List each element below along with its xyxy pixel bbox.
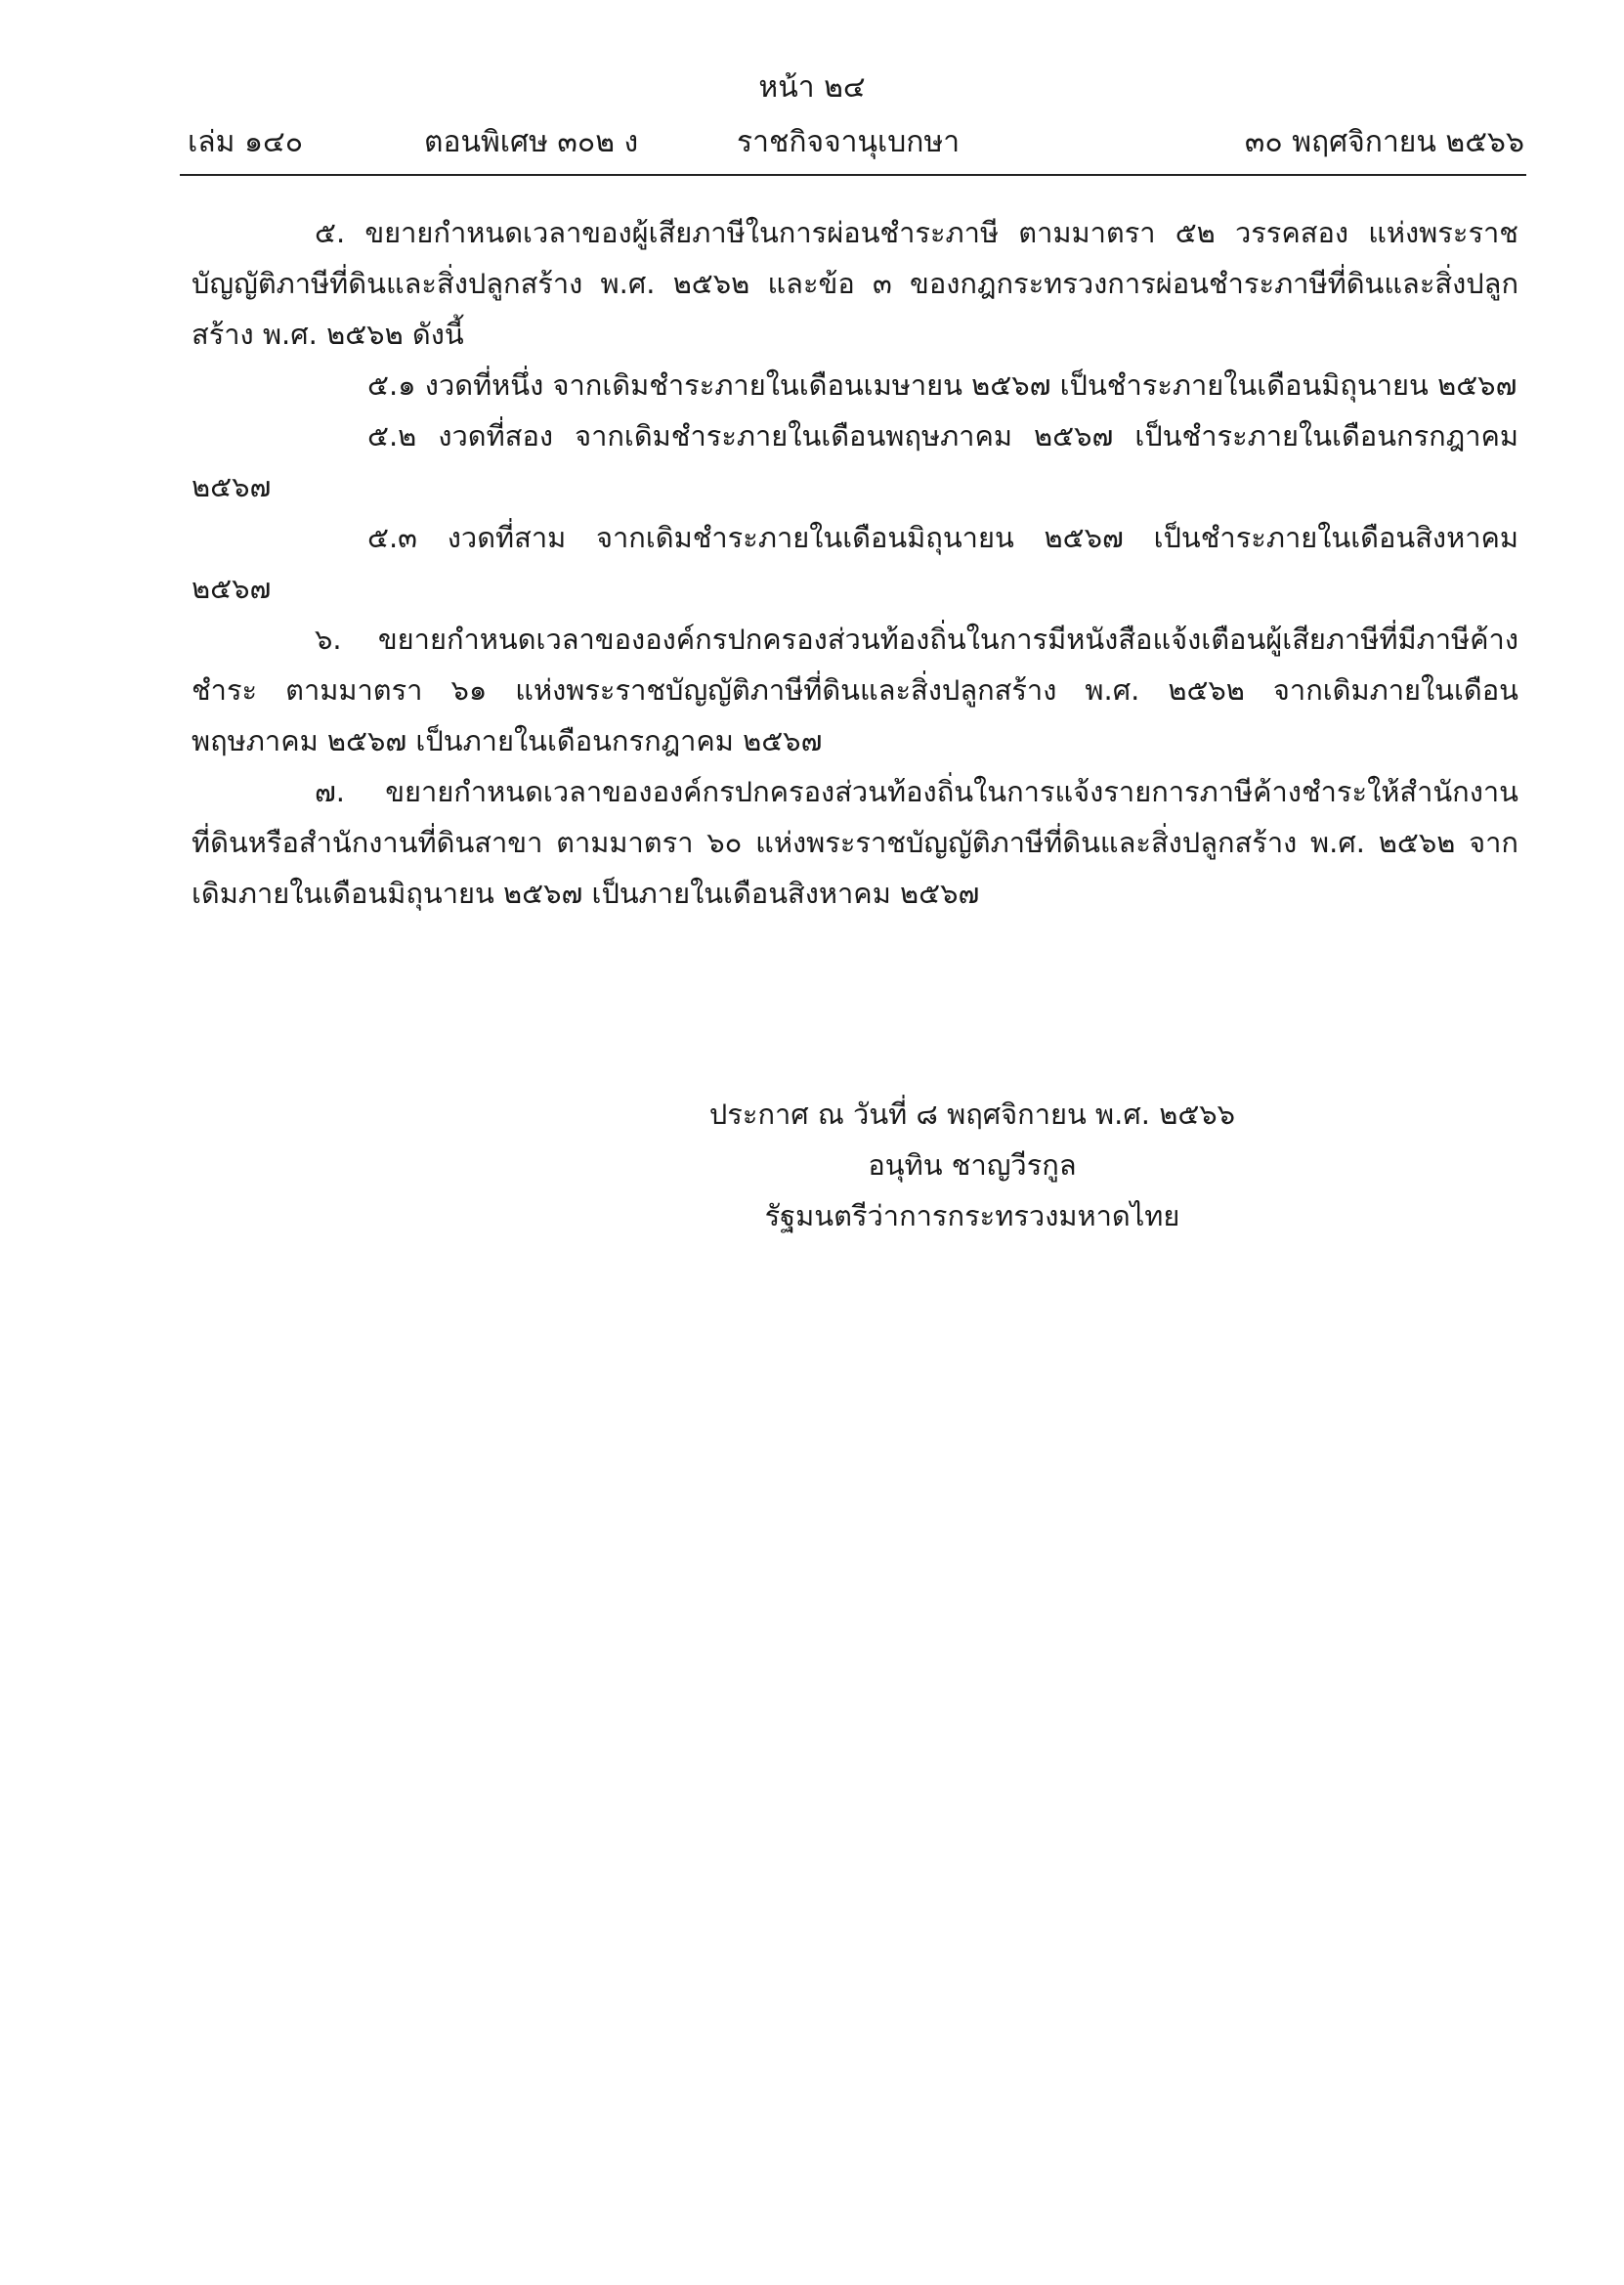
clause-5: ๕. ขยายกำหนดเวลาของผู้เสียภาษีในการผ่อนชำระภาษี ตามมาตรา ๕๒ วรรคสอง แห่งพระราชบัญญัติภาษีที่ดินและสิ่งปลูกสร้าง พ.ศ. ๒๕๖๒ และข้อ ๓ ของกฎกระทรวงการผ่อนชำระภาษีที่ดินและสิ่งปลูกสร้าง พ.ศ. ๒๕๖๒ ดังนี้ — [192, 216, 1518, 351]
signatory-name: อนุทิน ชาญวีรกูล — [868, 1148, 1077, 1182]
header-divider — [180, 174, 1526, 176]
announcement-date: ประกาศ ณ วันที่ ๘ พฤศจิกายน พ.ศ. ๒๕๖๖ — [708, 1098, 1236, 1131]
signature-block — [586, 1089, 1358, 1241]
gazette-header — [180, 121, 1524, 164]
page-number: หน้า ๒๔ — [758, 70, 866, 105]
clause-5-1: ๕.๑ งวดที่หนึ่ง จากเดิมชำระภายในเดือนเมษายน ๒๕๖๗ เป็นชำระภายในเดือนมิถุนายน ๒๕๖๗ — [367, 368, 1517, 402]
clause-6: ๖. ขยายกำหนดเวลาขององค์กรปกครองส่วนท้องถิ่นในการมีหนังสือแจ้งเตือนผู้เสียภาษีที่มีภาษีค้างชำระ ตามมาตรา ๖๑ แห่งพระราชบัญญัติภาษีที่ดินและสิ่งปลูกสร้าง พ.ศ. ๒๕๖๒ จากเดิมภายในเดือนพฤษภาคม ๒๕๖๗ เป็นภายในเดือนกรกฎาคม ๒๕๖๗ — [192, 623, 1518, 757]
header-gazette-title: ราชกิจจานุเบกษา — [737, 125, 961, 159]
signatory-position: รัฐมนตรีว่าการกระทรวงมหาดไทย — [764, 1199, 1180, 1232]
clause-5-2: ๕.๒ งวดที่สอง จากเดิมชำระภายในเดือนพฤษภาคม ๒๕๖๗ เป็นชำระภายในเดือนกรกฎาคม ๒๕๖๗ — [192, 419, 1518, 503]
header-volume: เล่ม ๑๔๐ — [188, 125, 304, 159]
header-issue: ตอนพิเศษ ๓๐๒ ง — [424, 125, 639, 159]
clause-7: ๗. ขยายกำหนดเวลาขององค์กรปกครองส่วนท้องถิ่นในการแจ้งรายการภาษีค้างชำระให้สำนักงานที่ดินหรือสำนักงานที่ดินสาขา ตามมาตรา ๖๐ แห่งพระราชบัญญัติภาษีที่ดินและสิ่งปลูกสร้าง พ.ศ. ๒๕๖๒ จากเดิมภายในเดือนมิถุนายน ๒๕๖๗ เป็นภายในเดือนสิงหาคม ๒๕๖๗ — [192, 775, 1518, 910]
clause-5-3: ๕.๓ งวดที่สาม จากเดิมชำระภายในเดือนมิถุนายน ๒๕๖๗ เป็นชำระภายในเดือนสิงหาคม ๒๕๖๗ — [192, 521, 1518, 605]
document-body — [192, 207, 1518, 919]
header-date: ๓๐ พฤศจิกายน ๒๕๖๖ — [1244, 125, 1524, 159]
